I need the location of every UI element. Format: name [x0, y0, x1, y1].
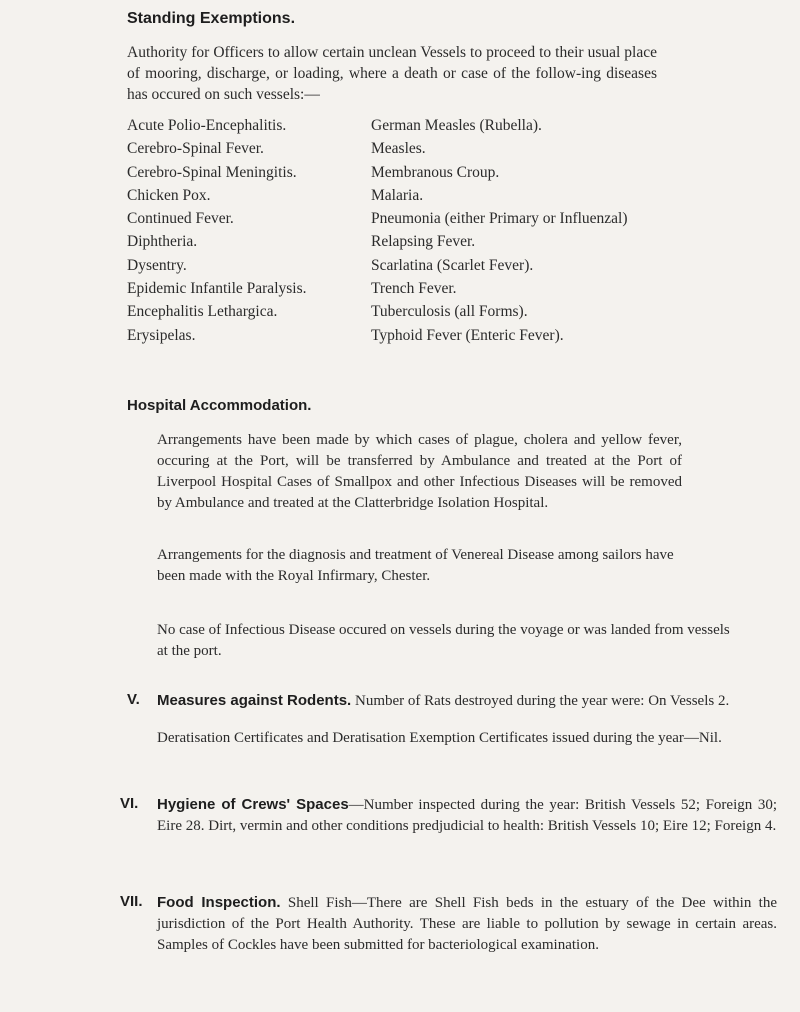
section-7-para: [157, 892, 777, 956]
section-7-title: Food Inspection.: [157, 894, 281, 911]
section-7-number: VII.: [120, 893, 143, 910]
section-5-number: V.: [127, 691, 140, 708]
disease-item: Trench Fever.: [371, 280, 457, 298]
disease-item: Dysentry.: [127, 256, 187, 274]
hospital-para-2: Arrangements for the diagnosis and treatment of Venereal Disease among sailors have been made with the Royal Infirmary, Chester.: [157, 547, 674, 584]
hospital-para-1: Arrangements have been made by which cases of plague, cholera and yellow fever, occuring at the Port, will be transferred by Ambulance and treated at the Port of Liverpool Hospital Cases of Smallpox and other Infectious Diseases will be removed by Ambulance and treated at the Clatterbridge Isolation Hospital.: [157, 432, 682, 511]
disease-item: Continued Fever.: [127, 210, 234, 228]
section-5-para-2: Deratisation Certificates and Deratisation Exemption Certificates issued during the year—Nil.: [157, 730, 722, 746]
standing-exemptions-intro: Authority for Officers to allow certain unclean Vessels to proceed to their usual place of mooring, discharge, or loading, where a death or case of the follow-ing diseases has occured on such vessels:—: [127, 44, 657, 103]
disease-item: Typhoid Fever (Enteric Fever).: [371, 326, 564, 344]
section-6-text: —Number inspected during the year: British Vessels 52; Foreign 30; Eire 28. Dirt, vermin and other conditions predjudicial to health: British Vessels 10; Eire 12; Foreign 4.: [157, 797, 777, 834]
disease-item: German Measles (Rubella).: [371, 117, 542, 134]
section-5-title: Measures against Rodents.: [157, 692, 352, 709]
disease-list-left: [127, 114, 307, 347]
section-6-title: Hygiene of Crews' Spaces: [157, 796, 349, 813]
disease-item: Epidemic Infantile Paralysis.: [127, 280, 307, 298]
disease-item: Cerebro-Spinal Fever.: [127, 140, 264, 158]
section-6-para: [157, 794, 777, 837]
standing-exemptions-heading: Standing Exemptions.: [127, 10, 296, 27]
disease-item: Chicken Pox.: [127, 186, 211, 204]
disease-item: Measles.: [371, 140, 426, 158]
disease-item: Tuberculosis (all Forms).: [371, 303, 528, 321]
disease-item: Acute Polio-Encephalitis.: [127, 117, 287, 134]
section-7-text: Shell Fish—There are Shell Fish beds in the estuary of the Dee within the jurisdiction of the Port Health Authority. These are liable to pollution by sewage in certain areas. Samples of Cockles have been submitted for bacteriological examination.: [157, 895, 777, 953]
section-5-text: Number of Rats destroyed during the year were: On Vessels 2.: [354, 693, 730, 709]
disease-item: Erysipelas.: [127, 326, 196, 344]
disease-list-right: [371, 114, 628, 347]
disease-item: Pneumonia (either Primary or Influenzal): [371, 210, 628, 228]
section-5-line: [157, 690, 777, 712]
disease-item: Membranous Croup.: [371, 163, 500, 181]
disease-item: Cerebro-Spinal Meningitis.: [127, 163, 297, 181]
disease-item: Malaria.: [371, 186, 424, 204]
disease-item: Scarlatina (Scarlet Fever).: [371, 256, 534, 274]
disease-item: Encephalitis Lethargica.: [127, 303, 278, 321]
disease-item: Diphtheria.: [127, 233, 198, 251]
section-6-number: VI.: [120, 795, 139, 812]
hospital-heading: Hospital Accommodation.: [127, 397, 312, 414]
disease-item: Relapsing Fever.: [371, 233, 476, 251]
hospital-para-3: No case of Infectious Disease occured on vessels during the voyage or was landed from vessels at the port.: [157, 622, 730, 659]
